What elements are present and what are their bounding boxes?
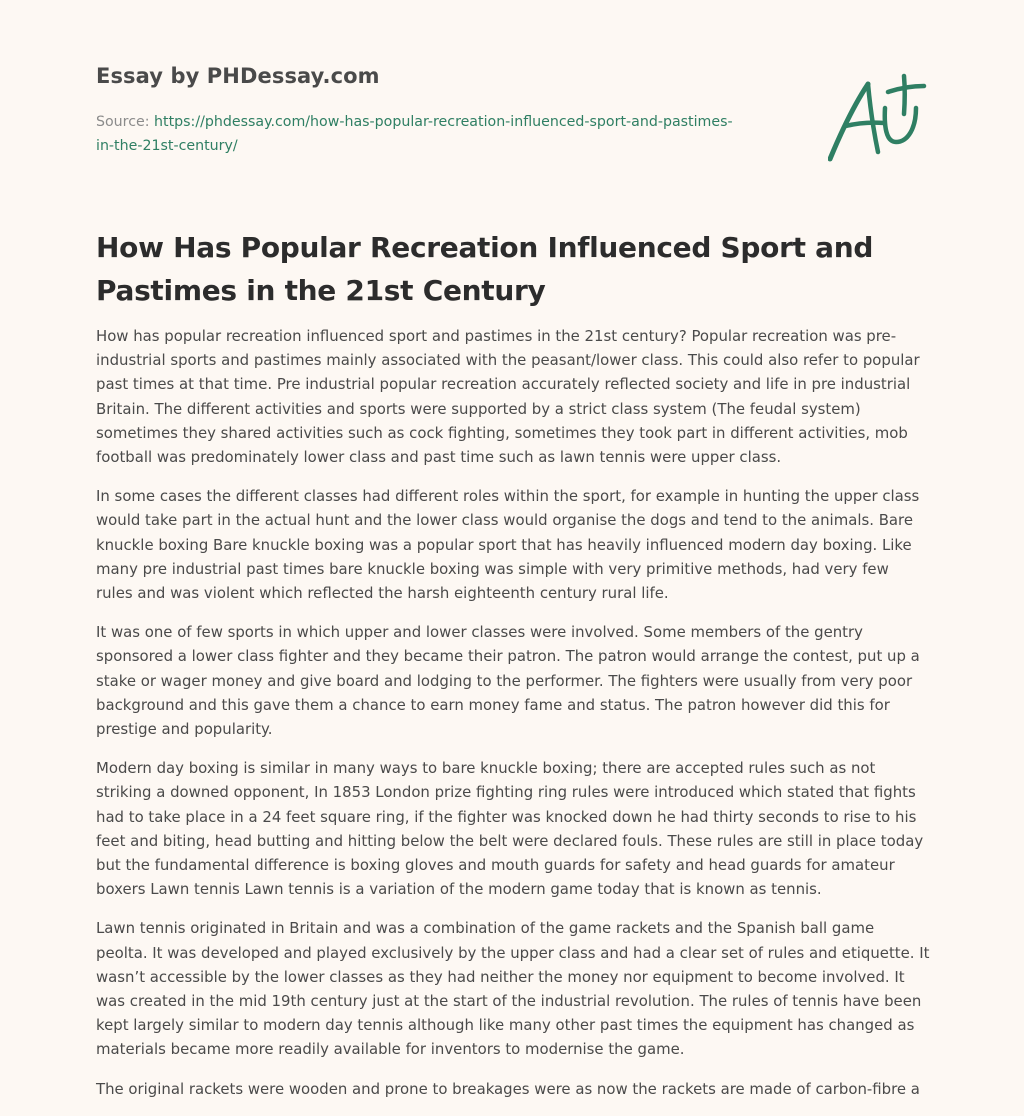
paragraph: The original rackets were wooden and prone to breakages were as now the rackets are made of carbon-fibre a (96, 1079, 920, 1098)
paragraph: How has popular recreation influenced sport and pastimes in the 21st century? Popular recreation was pre-industrial sports and pastimes mainly associated with the peasant/lower class. This could also refer to popular past times at that time. Pre industrial popular recreation accurately reflected society and life in pre industrial Britain. The different activities and sports were supported by a strict class system (The feudal system) sometimes they shared activities such as cock fighting, sometimes they took part in different activities, mob football was predominately lower class and past time such as lawn tennis were upper class. (96, 327, 920, 467)
paragraph: Lawn tennis originated in Britain and was a combination of the game rackets and the Spanish ball game peolta. It was developed and played exclusively by the upper class and had a clear set of rules and etiquette. It wasn’t accessible by the lower classes as they had neither the money nor equipment to become involved. It was created in the mid 19th century just at the start of the industrial revolution. The rules of tennis have been kept largely similar to modern day tennis although like many other past times the equipment has changed as materials became more readily available for inventors to modernise the game. (96, 919, 930, 1059)
brand-title: Essay by PHDessay.com (96, 64, 380, 88)
source-line (96, 110, 736, 158)
source-link[interactable]: https://phdessay.com/how-has-popular-recreation-influenced-sport-and-pastimes-in-the-21st-century/ (96, 114, 733, 154)
paragraph: In some cases the different classes had different roles within the sport, for example in hunting the upper class would take part in the actual hunt and the lower class would organise the dogs and tend to the animals. Bare knuckle boxing Bare knuckle boxing was a popular sport that has heavily influenced modern day boxing. Like many pre industrial past times bare knuckle boxing was simple with very primitive methods, had very few rules and was violent which reflected the harsh eighteenth century rural life. (96, 487, 920, 603)
source-label: Source: (96, 114, 150, 130)
a-plus-logo-icon (828, 68, 928, 164)
article-title: How Has Popular Recreation Influenced Sport and Pastimes in the 21st Century (96, 231, 874, 307)
paragraph: It was one of few sports in which upper and lower classes were involved. Some members of the gentry sponsored a lower class fighter and they became their patron. The patron would arrange the contest, put up a stake or wager money and give board and lodging to the performer. The fighters were usually from very poor background and this gave them a chance to earn money fame and status. The patron however did this for prestige and popularity. (96, 623, 920, 739)
article-body (96, 324, 930, 1116)
paragraph: Modern day boxing is similar in many ways to bare knuckle boxing; there are accepted rules such as not striking a downed opponent, In 1853 London prize fighting ring rules were introduced which stated that fights had to take place in a 24 feet square ring, if the fighter was knocked down he had thirty seconds to rise to his feet and biting, head butting and hitting below the belt were declared fouls. These rules are still in place today but the fundamental difference is boxing gloves and mouth guards for safety and head guards for amateur boxers Lawn tennis Lawn tennis is a variation of the modern game today that is known as tennis. (96, 759, 924, 899)
